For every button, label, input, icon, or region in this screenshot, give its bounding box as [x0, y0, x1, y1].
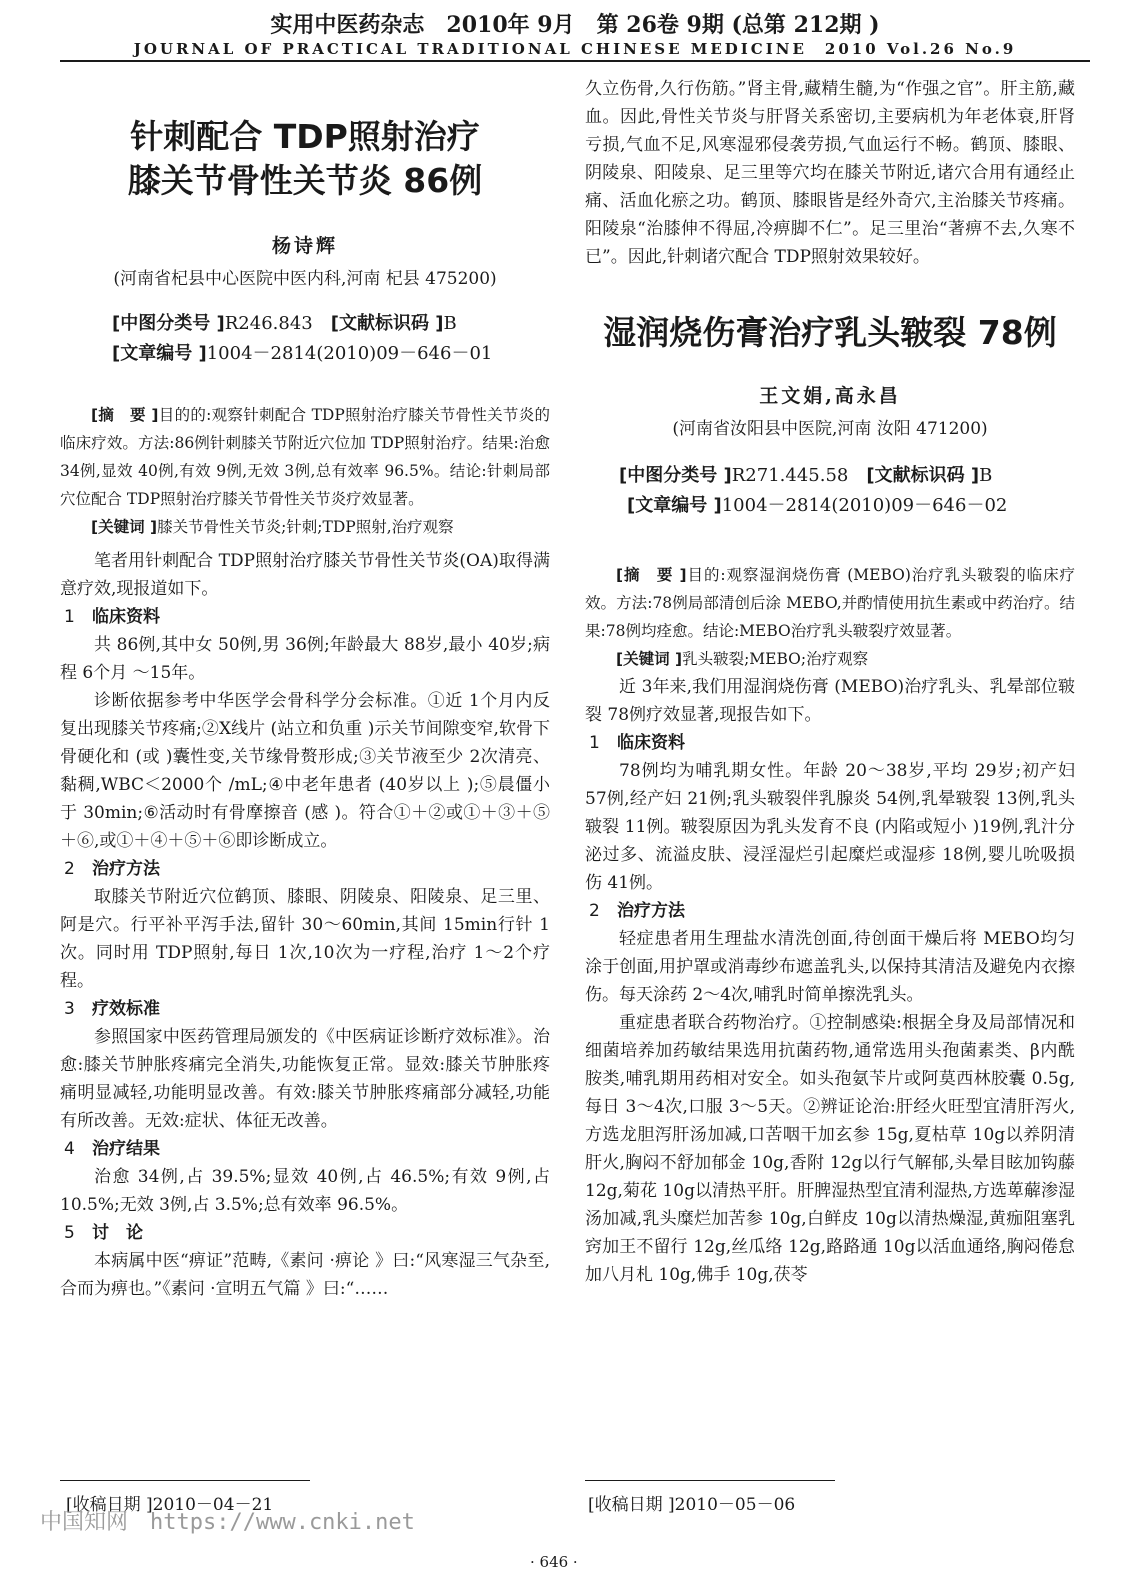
section-number: 2	[589, 901, 600, 921]
article2-title: 湿润烧伤膏治疗乳头皲裂 78例	[603, 313, 1057, 352]
section-title: 临床资料	[617, 733, 685, 753]
journal-title-cn: 实用中医药杂志 2010年 9月 第 26卷 9期 (总第 212期 )	[270, 12, 880, 38]
journal-header	[60, 0, 1090, 68]
article1-received-date: [收稿日期 ]2010－04－21	[66, 1495, 274, 1515]
cnki-watermark: 中国知网 https://www.cnki.net	[40, 1510, 415, 1535]
article-id-label: [文章编号 ]	[112, 343, 207, 364]
abstract-text: 目的的:观察针刺配合 TDP照射治疗膝关节骨性关节炎的临床疗效。方法:86例针刺膝关节附近穴位加 TDP照射治疗。结果:治愈 34例,显效 40例,有效 9例,无效 3例,总有效率 96.5%。结论:针刺局部穴位配合 TDP照射治疗膝关节骨性关节炎疗效显著。	[60, 406, 550, 508]
article2-s2-p2: 重症患者联合药物治疗。①控制感染:根据全身及局部情况和细菌培养加药敏结果选用抗菌药物,通常选用头孢菌素类、β内酰胺类,哺乳期用药相对安全。如头孢氨苄片或阿莫西林胶囊 0.5g,每日 3～4次,口服 3～5天。②辨证论治:肝经火旺型宜清肝泻火,方选龙胆泻肝汤加减,口苦咽干加玄参 15g,夏枯草 10g以养阴清肝火,胸闷不舒加郁金 10g,香附 12g以行气解郁,头晕目眩加钩藤 12g,菊花 10g以清热平肝。肝脾湿热型宜清利湿热,方选萆薢渗湿汤加减,乳头糜烂加苦参 10g,白鲜皮 10g以清热燥湿,黄痂阻塞乳窍加王不留行 12g,丝瓜络 12g,路路通 10g以活血通络,胸闷倦怠加八月札 10g,佛手 10g,茯苓	[585, 1013, 1075, 1285]
clc-label: [中图分类号 ]	[619, 465, 732, 486]
article1-s1-p1: 共 86例,其中女 50例,男 36例;年龄最大 88岁,最小 40岁;病程 6个月 ～15年。	[60, 635, 550, 683]
article2-received-date: [收稿日期 ]2010－05－06	[588, 1495, 796, 1515]
left-footnote-rule	[60, 1480, 310, 1481]
article2-meta-line1	[585, 461, 1075, 491]
section-title: 讨 论	[92, 1223, 143, 1243]
article2-s1-p1: 78例均为哺乳期女性。年龄 20～38岁,平均 29岁;初产妇 57例,经产妇 21例;乳头皲裂伴乳腺炎 54例,乳晕皲裂 13例,乳头皲裂 11例。皲裂原因为乳头发育不良 (内陷或短小 )19例,乳汁分泌过多、流溢皮肤、浸淫湿烂引起糜烂或湿疹 18例,婴儿吮吸损伤 41例。	[585, 761, 1075, 893]
abstract-label: [摘 要 ]	[91, 406, 159, 424]
section-number: 1	[64, 607, 75, 627]
keywords-text: 乳头皲裂;MEBO;治疗观察	[682, 650, 869, 668]
article1-s2-p1: 取膝关节附近穴位鹤顶、膝眼、阴陵泉、阳陵泉、足三里、阿是穴。行平补平泻手法,留针 30～60min,其间 15min行针 1次。同时用 TDP照射,每日 1次,10次为一疗程,治疗 1～2个疗程。	[60, 887, 550, 991]
header-rule	[60, 60, 1090, 62]
doc-code-value: B	[979, 465, 993, 486]
journal-title-en: JOURNAL OF PRACTICAL TRADITIONAL CHINESE MEDICINE 2010 Vol.26 No.9	[133, 40, 1017, 58]
article1-abstract	[60, 401, 550, 513]
section-number: 2	[64, 859, 75, 879]
article2-section-2	[585, 897, 1075, 925]
article1-affiliation: (河南省杞县中心医院中医内科,河南 杞县 475200)	[113, 269, 497, 289]
article-id-value: 1004－2814(2010)09－646－01	[206, 343, 493, 364]
article2-affiliation: (河南省汝阳县中医院,河南 汝阳 471200)	[672, 419, 988, 439]
article2-abstract	[585, 561, 1075, 645]
keywords-label: [关键词 ]	[91, 518, 158, 536]
keywords-label: [关键词 ]	[616, 650, 683, 668]
article1-intro: 笔者用针刺配合 TDP照射治疗膝关节骨性关节炎(OA)取得满意疗效,现报道如下。	[60, 551, 550, 599]
doc-code-label: [文献标识码 ]	[330, 313, 444, 334]
article1-continuation: 久立伤骨,久行伤筋。”肾主骨,藏精生髓,为“作强之官”。肝主筋,藏血。因此,骨性关节炎与肝肾关系密切,主要病机为年老体衰,肝肾亏损,气血不足,风寒湿邪侵袭劳损,气血运行不畅。鹤顶、膝眼、阴陵泉、阳陵泉、足三里等穴均在膝关节附近,诸穴合用有通经止痛、活血化瘀之功。鹤顶、膝眼皆是经外奇穴,主治膝关节疼痛。阳陵泉“治膝伸不得屈,冷痹脚不仁”。足三里治“著痹不去,久寒不已”。因此,针刺诸穴配合 TDP照射效果较好。	[585, 79, 1075, 267]
section-number: 4	[64, 1139, 75, 1159]
abstract-text: 目的:观察湿润烧伤膏 (MEBO)治疗乳头皲裂的临床疗效。方法:78例局部清创后涂 MEBO,并酌情使用抗生素或中药治疗。结果:78例均痊愈。结论:MEBO治疗乳头皲裂疗效显著。	[585, 566, 1075, 640]
article2-s2-p1: 轻症患者用生理盐水清洗创面,待创面干燥后将 MEBO均匀涂于创面,用护罩或消毒纱布遮盖乳头,以保持其清洁及避免内衣擦伤。每天涂药 2～4次,哺乳时简单擦洗乳头。	[585, 929, 1075, 1005]
section-title: 临床资料	[92, 607, 160, 627]
article1-section-4	[60, 1135, 550, 1163]
article-id-label: [文章编号 ]	[627, 495, 722, 516]
section-title: 疗效标准	[92, 999, 160, 1019]
article2-authors: 王文娟,高永昌	[759, 385, 901, 407]
article1-section-5	[60, 1219, 550, 1247]
abstract-label: [摘 要 ]	[616, 566, 687, 584]
doc-code-value: B	[443, 313, 457, 334]
section-title: 治疗方法	[617, 901, 685, 921]
article2-section-1	[585, 729, 1075, 757]
article-id-value: 1004－2814(2010)09－646－02	[721, 495, 1008, 516]
clc-label: [中图分类号 ]	[112, 313, 225, 334]
article1-meta-line2	[60, 339, 550, 369]
article1-author: 杨诗辉	[271, 235, 338, 257]
article1-s4-p1: 治愈 34例,占 39.5%;显效 40例,占 46.5%;有效 9例,占 10.5%;无效 3例,占 3.5%;总有效率 96.5%。	[60, 1167, 550, 1215]
article2-intro: 近 3年来,我们用湿润烧伤膏 (MEBO)治疗乳头、乳晕部位皲裂 78例疗效显著,现报告如下。	[585, 677, 1075, 725]
left-column	[60, 75, 550, 1303]
clc-value: R246.843	[224, 313, 313, 334]
article2-meta-line2	[585, 491, 1075, 521]
article1-section-3	[60, 995, 550, 1023]
page-number: · 646 ·	[530, 1553, 578, 1571]
doc-code-label: [文献标识码 ]	[866, 465, 980, 486]
right-column	[585, 75, 1075, 1289]
section-title: 治疗结果	[92, 1139, 160, 1159]
article1-section-1	[60, 603, 550, 631]
section-title: 治疗方法	[92, 859, 160, 879]
article1-section-2	[60, 855, 550, 883]
right-footnote-rule	[585, 1480, 835, 1481]
article2-keywords	[585, 645, 1075, 673]
article1-title-line1: 针刺配合 TDP照射治疗	[130, 117, 480, 156]
article1-s1-p2: 诊断依据参考中华医学会骨科学分会标准。①近 1个月内反复出现膝关节疼痛;②X线片 (站立和负重 )示关节间隙变窄,软骨下骨硬化和 (或 )囊性变,关节缘骨赘形成;③关节液至少 2次清亮、黏稠,WBC＜2000个 /mL;④中老年患者 (40岁以上 );⑤晨僵小于 30min;⑥活动时有骨摩擦音 (感 )。符合①＋②或①＋③＋⑤＋⑥,或①＋④＋⑤＋⑥即诊断成立。	[60, 691, 550, 851]
article1-meta-line1	[60, 309, 550, 339]
article1-s5-p1: 本病属中医“痹证”范畴,《素问 ·痹论 》曰:“风寒湿三气杂至,合而为痹也。”《素问 ·宣明五气篇 》曰:“……	[60, 1251, 550, 1299]
section-number: 1	[589, 733, 600, 753]
clc-value: R271.445.58	[731, 465, 849, 486]
article1-title-line2: 膝关节骨性关节炎 86例	[127, 161, 483, 200]
keywords-text: 膝关节骨性关节炎;针刺;TDP照射,治疗观察	[157, 518, 454, 536]
section-number: 3	[64, 999, 75, 1019]
section-number: 5	[64, 1223, 75, 1243]
article1-keywords	[60, 513, 550, 541]
article1-s3-p1: 参照国家中医药管理局颁发的《中医病证诊断疗效标准》。治愈:膝关节肿胀疼痛完全消失,功能恢复正常。显效:膝关节肿胀疼痛明显减轻,功能明显改善。有效:膝关节肿胀疼痛部分减轻,功能有所改善。无效:症状、体征无改善。	[60, 1027, 550, 1131]
